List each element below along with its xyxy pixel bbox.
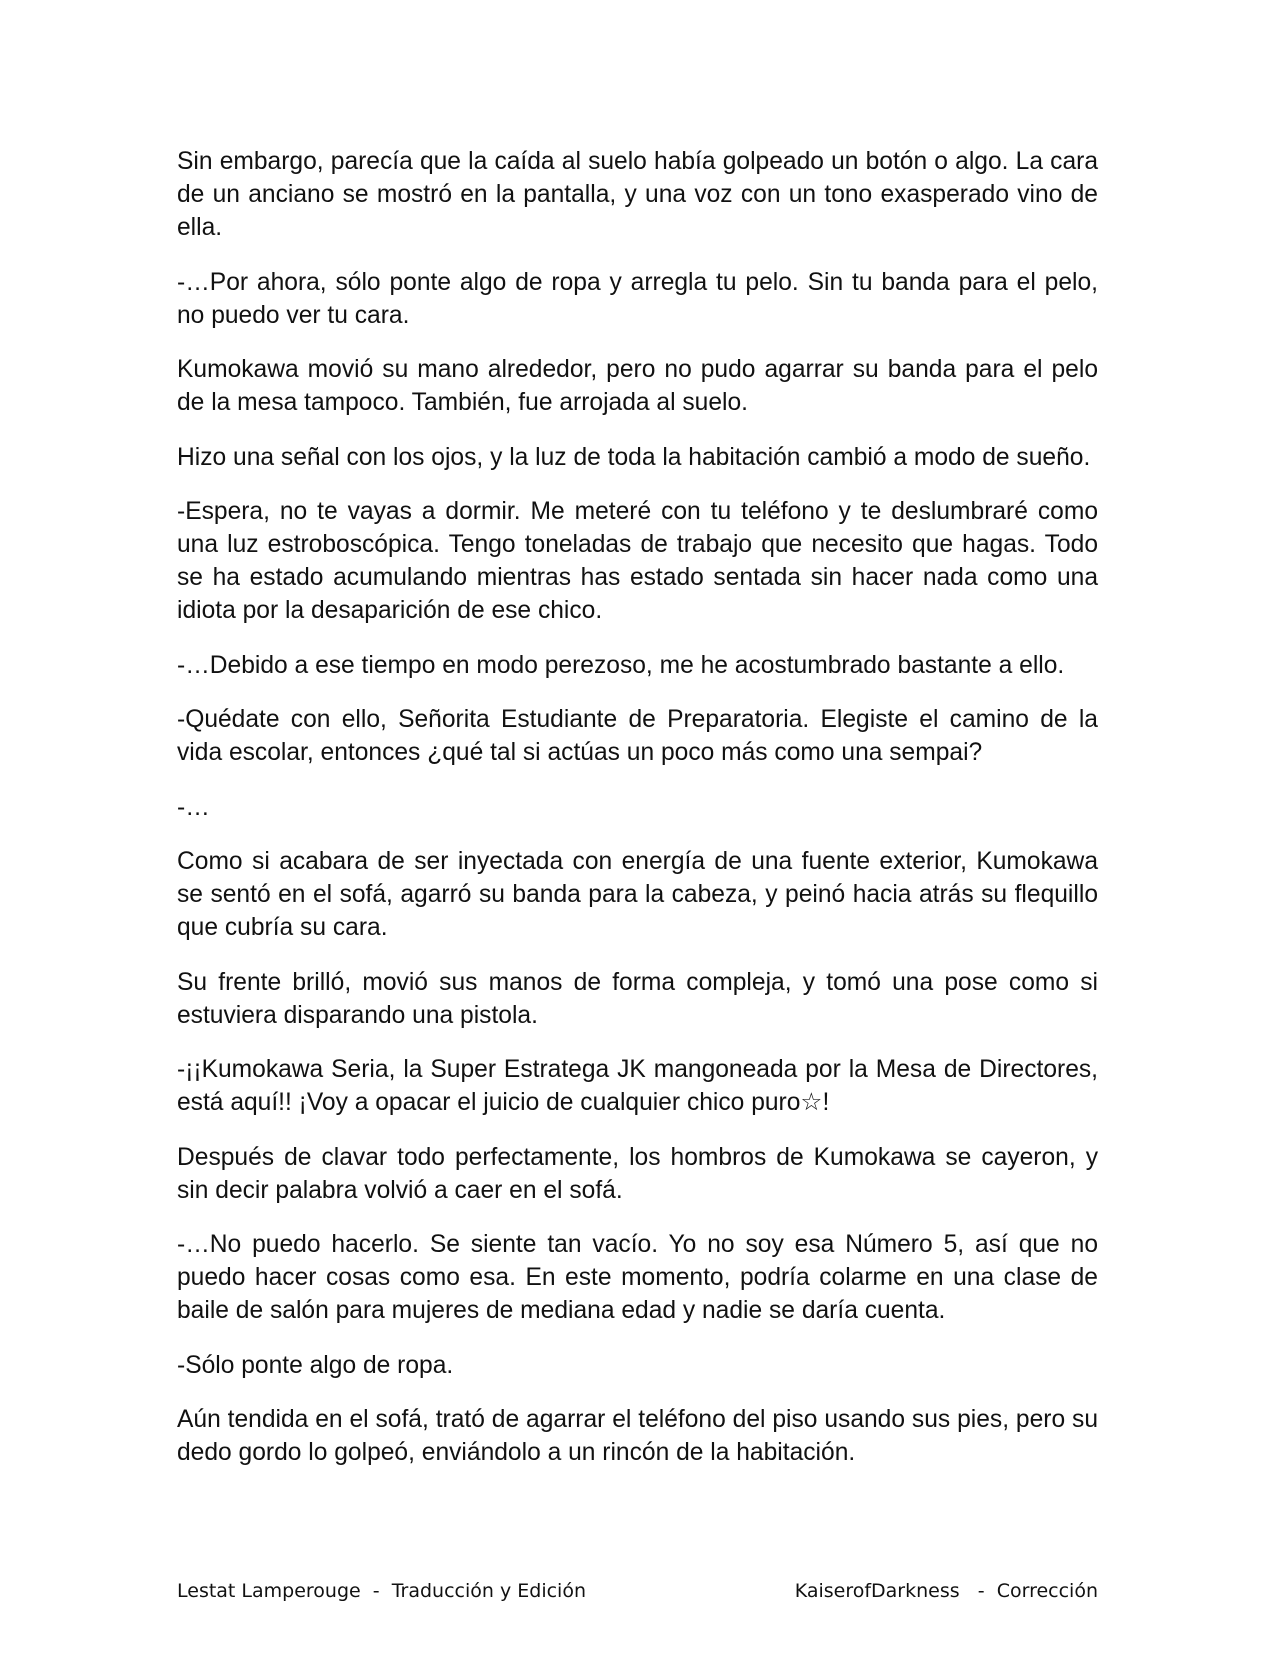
paragraph-9: Como si acabara de ser inyectada con energía de una fuente exterior, Kumokawa se sentó en el sofá, agarró su banda para la cabeza, y peinó hacia atrás su flequillo que cubría su cara. (177, 848, 1098, 941)
paragraph-12: Después de clavar todo perfectamente, los hombros de Kumokawa se cayeron, y sin decir palabra volvió a caer en el sofá. (177, 1143, 1098, 1204)
paragraph-5: -Espera, no te vayas a dormir. Me meteré con tu teléfono y te deslumbraré como una luz estroboscópica. Tengo toneladas de trabajo que necesito que hagas. Todo se ha estado acumulando mientras has estado sentada sin hacer nada como una idiota por la desaparición de ese chico. (177, 498, 1098, 624)
paragraph-7: -Quédate con ello, Señorita Estudiante de Preparatoria. Elegiste el camino de la vida escolar, entonces ¿qué tal si actúas un poco más como una sempai? (177, 706, 1098, 766)
paragraph-13: -…No puedo hacerlo. Se siente tan vacío. Yo no soy esa Número 5, así que no puedo hacer cosas como esa. En este momento, podría colarme en una clase de baile de salón para mujeres de mediana edad y nadie se daría cuenta. (177, 1231, 1098, 1324)
paragraph-8: -… (177, 793, 210, 821)
paragraph-11: -¡¡Kumokawa Seria, la Super Estratega JK mangoneada por la Mesa de Directores, está aquí!! ¡Voy a opacar el juicio de cualquier chico puro☆! (177, 1056, 1098, 1116)
paragraph-3: Kumokawa movió su mano alrededor, pero no pudo agarrar su banda para el pelo de la mesa tampoco. También, fue arrojada al suelo. (177, 356, 1098, 416)
paragraph-10: Su frente brilló, movió sus manos de forma compleja, y tomó una pose como si estuviera disparando una pistola. (177, 968, 1098, 1029)
paragraph-4: Hizo una señal con los ojos, y la luz de toda la habitación cambió a modo de sueño. (177, 443, 1091, 471)
footer-credit-correction: KaiserofDarkness - Corrección (794, 1580, 1098, 1602)
paragraph-6: -…Debido a ese tiempo en modo perezoso, me he acostumbrado bastante a ello. (177, 651, 1065, 679)
paragraph-14: -Sólo ponte algo de ropa. (177, 1351, 454, 1379)
footer-credit-translation: Lestat Lamperouge - Traducción y Edición (177, 1580, 587, 1602)
page-footer (177, 1580, 1098, 1602)
paragraph-1: Sin embargo, parecía que la caída al suelo había golpeado un botón o algo. La cara de un anciano se mostró en la pantalla, y una voz con un tono exasperado vino de ella. (177, 148, 1098, 241)
body-text (177, 145, 1098, 1491)
paragraph-2: -…Por ahora, sólo ponte algo de ropa y arregla tu pelo. Sin tu banda para el pelo, no puedo ver tu cara. (177, 268, 1098, 329)
paragraph-15: Aún tendida en el sofá, trató de agarrar el teléfono del piso usando sus pies, pero su dedo gordo lo golpeó, enviándolo a un rincón de la habitación. (177, 1406, 1098, 1466)
